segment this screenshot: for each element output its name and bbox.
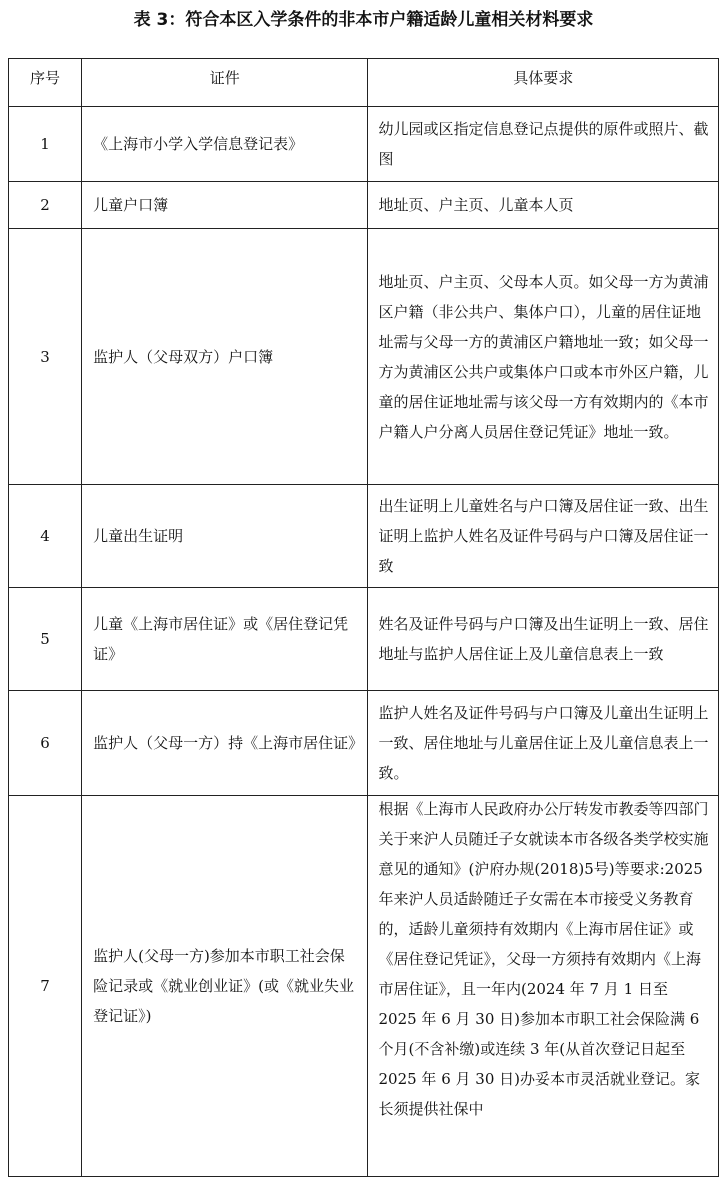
row-requirement: 幼儿园或区指定信息登记点提供的原件或照片、截图	[368, 107, 719, 182]
header-document: 证件	[82, 59, 368, 107]
row-document: 监护人（父母一方）持《上海市居住证》	[82, 691, 368, 796]
table-header-row	[9, 59, 719, 107]
row-number: 6	[9, 691, 82, 796]
row-requirement: 地址页、户主页、父母本人页。如父母一方为黄浦区户籍（非公共户、集体户口），儿童的居住证地址需与父母一方的黄浦区户籍地址一致；如父母一方为黄浦区公共户或集体户口或本市外区户籍，儿童的居住证地址需与该父母一方有效期内的《本市户籍人户分离人员居住登记凭证》地址一致。	[368, 229, 719, 485]
row-number: 7	[9, 796, 82, 1177]
table-title: 表 3：符合本区入学条件的非本市户籍适龄儿童相关材料要求	[133, 10, 594, 30]
row-number: 5	[9, 588, 82, 691]
table-row	[9, 691, 719, 796]
row-number: 1	[9, 107, 82, 182]
requirements-table	[8, 58, 719, 1177]
table-row	[9, 229, 719, 485]
row-document: 监护人（父母双方）户口簿	[82, 229, 368, 485]
row-document: 监护人(父母一方)参加本市职工社会保险记录或《就业创业证》(或《就业失业登记证》)	[82, 796, 368, 1177]
row-number: 2	[9, 182, 82, 229]
row-requirement: 出生证明上儿童姓名与户口簿及居住证一致、出生证明上监护人姓名及证件号码与户口簿及居住证一致	[368, 485, 719, 588]
row-requirement: 地址页、户主页、儿童本人页	[368, 182, 719, 229]
row-number: 3	[9, 229, 82, 485]
row-requirement-text: 根据《上海市人民政府办公厅转发市教委等四部门关于来沪人员随迁子女就读本市各级各类学校实施意见的通知》(沪府办规(2018)5号)等要求:2025 年来沪人员适龄随迁子女需在本市接受义务教育的，适龄儿童须持有效期内《上海市居住证》或《居住登记凭证》，父母一方须持有效期内《上海市居住证》，且一年内(2024 年 7 月 1 日至 2025 年 6 月 30 日)参加本市职工社会保险满 6 个月(不含补缴)或连续 3 年(从首次登记日起至 2025 年 6 月 30 日)办妥本市灵活就业登记。家长须提供社保中	[378, 800, 709, 1118]
row-document: 儿童《上海市居住证》或《居住登记凭证》	[82, 588, 368, 691]
table-row	[9, 485, 719, 588]
row-requirement: 监护人姓名及证件号码与户口簿及儿童出生证明上一致、居住地址与儿童居住证上及儿童信息表上一致。	[368, 691, 719, 796]
row-requirement: 姓名及证件号码与户口簿及出生证明上一致、居住地址与监护人居住证上及儿童信息表上一致	[368, 588, 719, 691]
row-document: 《上海市小学入学信息登记表》	[82, 107, 368, 182]
table-row	[9, 182, 719, 229]
table-row	[9, 588, 719, 691]
table-row	[9, 796, 719, 1177]
row-document: 儿童户口簿	[82, 182, 368, 229]
table-row	[9, 107, 719, 182]
row-number: 4	[9, 485, 82, 588]
header-number: 序号	[9, 59, 82, 107]
header-requirement: 具体要求	[368, 59, 719, 107]
row-requirement	[368, 796, 719, 1177]
row-document: 儿童出生证明	[82, 485, 368, 588]
